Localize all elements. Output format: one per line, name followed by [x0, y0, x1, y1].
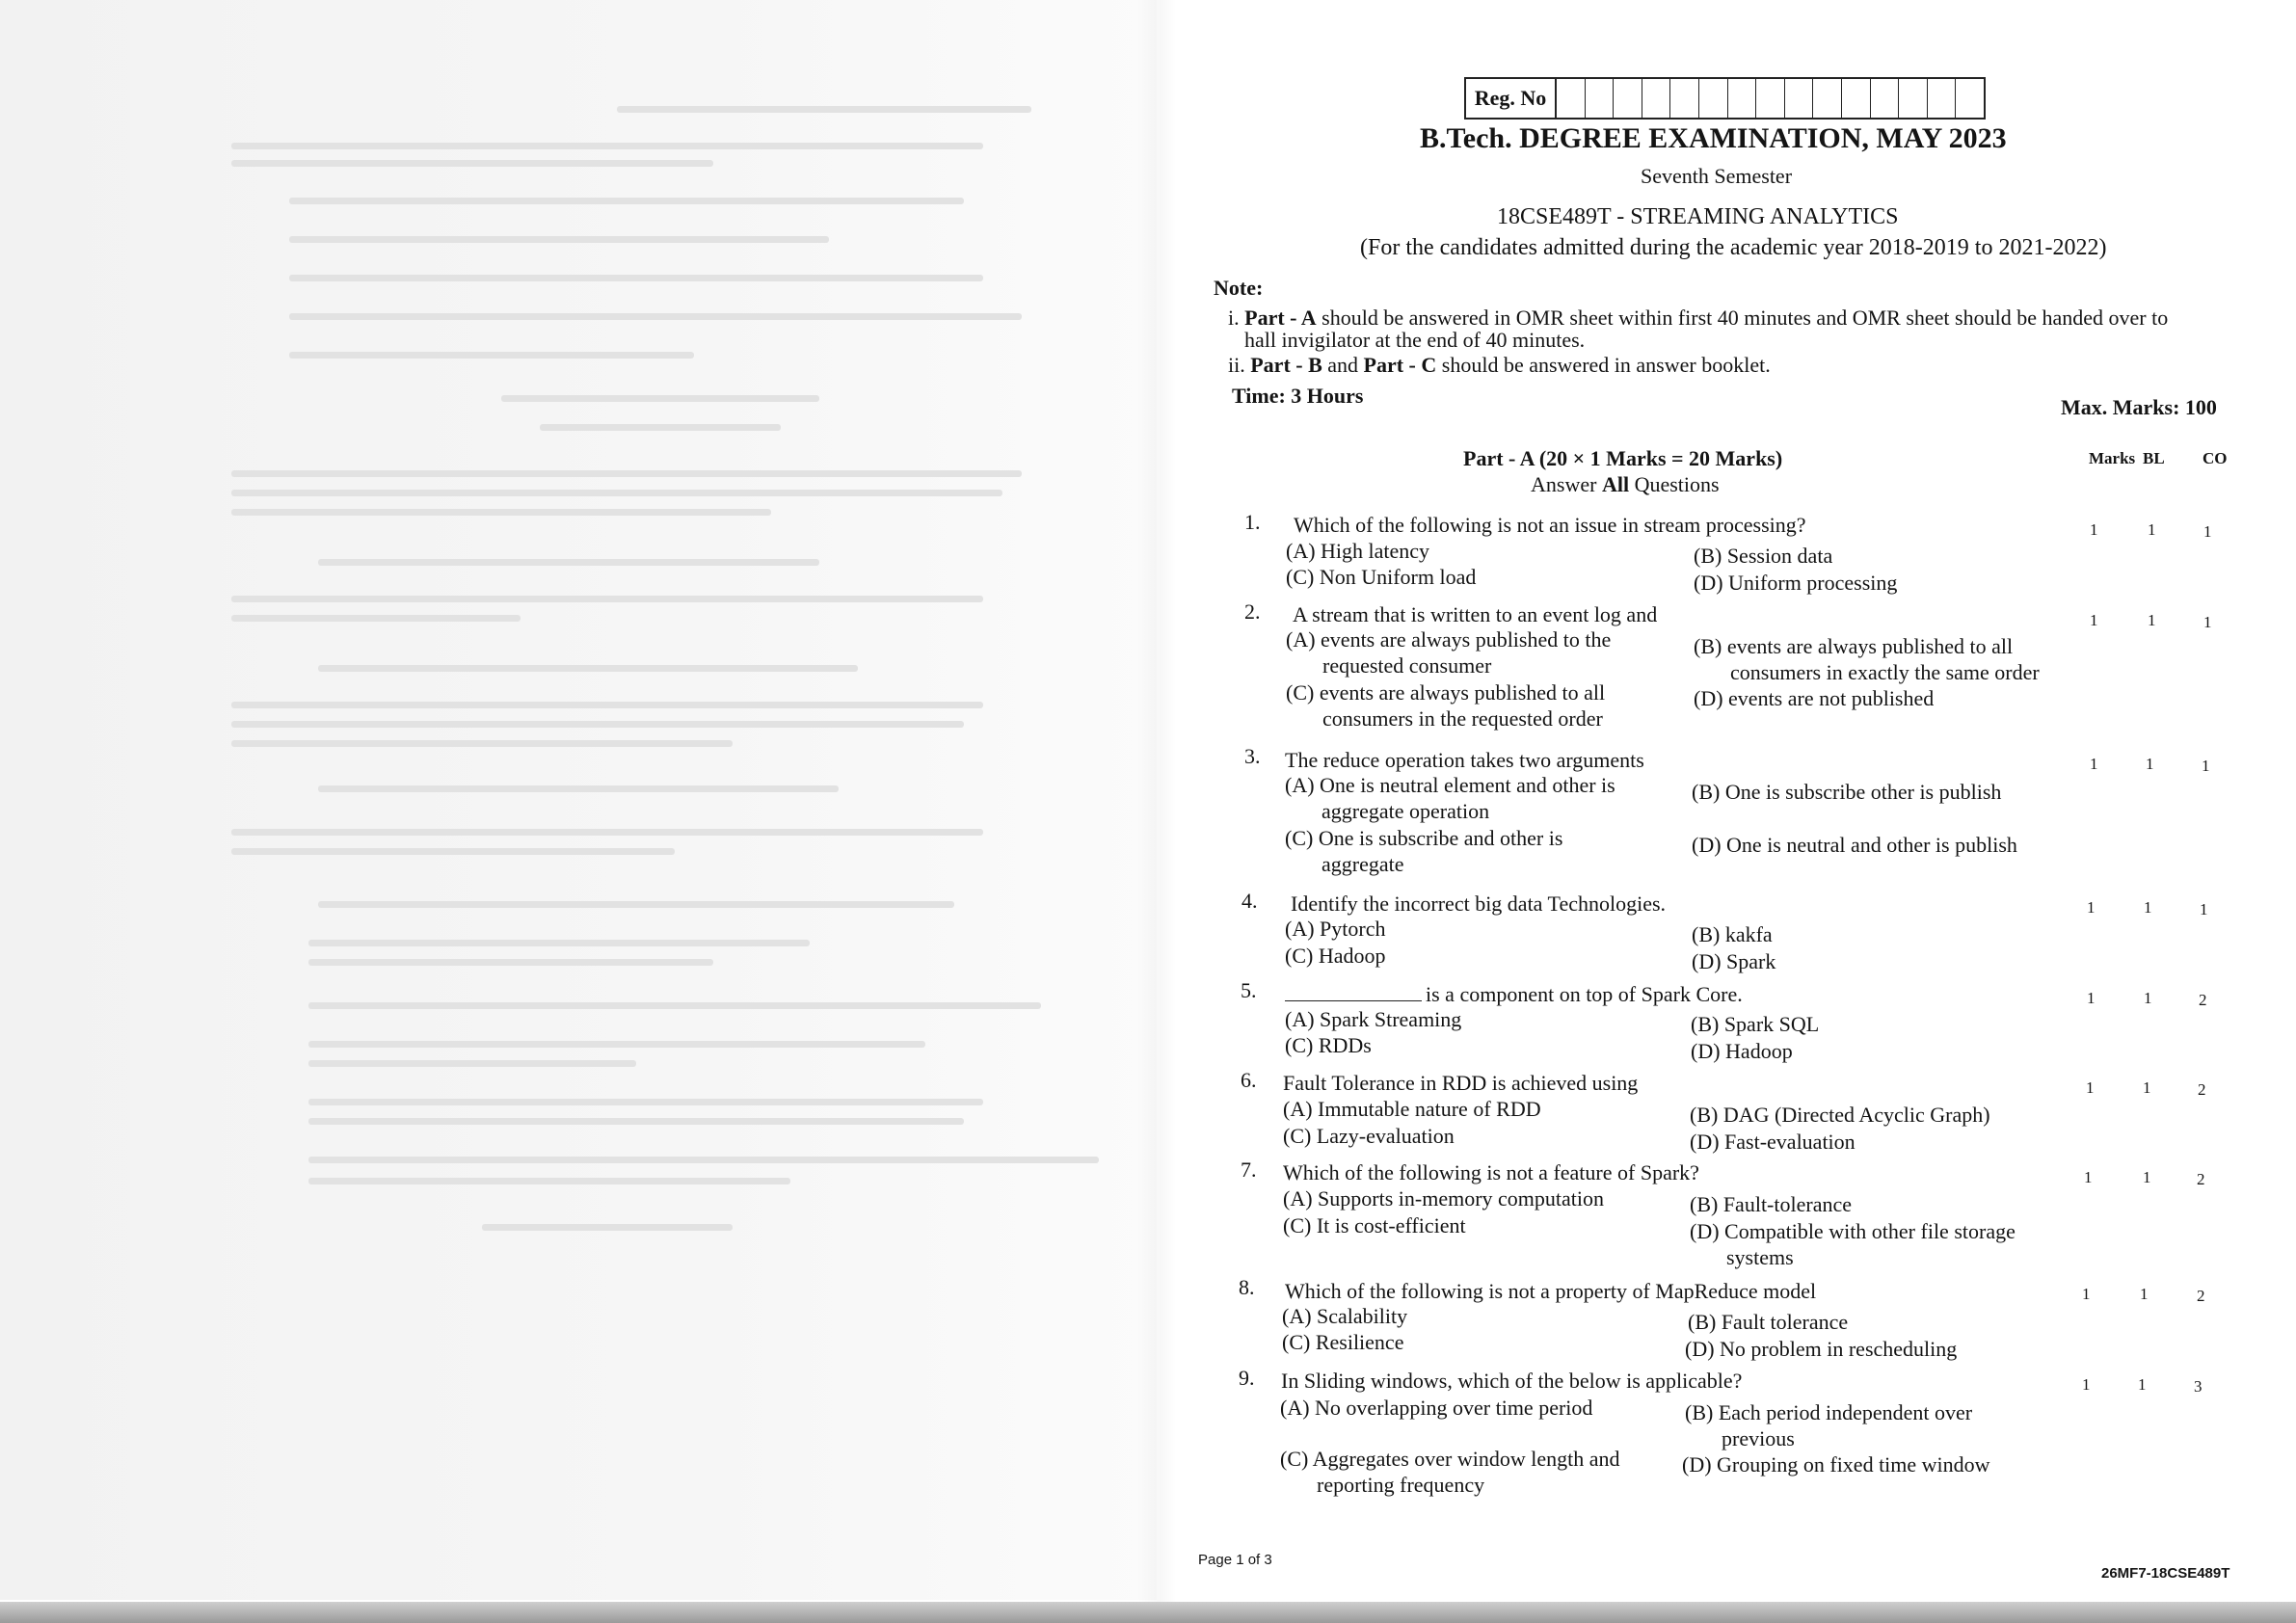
co-value: 1 [2203, 522, 2212, 541]
marks-value: 1 [2090, 611, 2098, 629]
note-item-1-cont: hall invigilator at the end of 40 minutes. [1244, 328, 1586, 352]
reg-no-cell[interactable] [1586, 79, 1615, 118]
reg-no-cell[interactable] [1956, 79, 1984, 118]
option-d: (D) events are not published [1694, 686, 1935, 710]
option-a: (A) Supports in-memory computation [1283, 1186, 1605, 1211]
bl-value: 1 [2138, 1375, 2147, 1394]
question-number: 4. [1241, 889, 1258, 913]
reg-no-cell[interactable] [1756, 79, 1785, 118]
option-d: (D) One is neutral and other is publish [1692, 833, 2017, 857]
reg-no-cell[interactable] [1699, 79, 1728, 118]
co-value: 1 [2200, 900, 2208, 918]
question-text: A stream that is written to an event log and [1293, 602, 1658, 626]
reg-no-cell[interactable] [1614, 79, 1642, 118]
option-c: (C) Aggregates over window length and reporting frequency [1280, 1447, 1620, 1497]
option-a: (A) events are always published to the requested consumer [1286, 627, 1612, 678]
reg-no-cell[interactable] [1557, 79, 1586, 118]
option-a: (A) Spark Streaming [1285, 1007, 1462, 1031]
option-b: (B) kakfa [1692, 922, 1773, 946]
option-c: (C) It is cost-efficient [1283, 1213, 1466, 1237]
fill-in-blank [1285, 981, 1422, 1001]
question-text: The reduce operation takes two arguments [1285, 748, 1644, 772]
col-header-co: CO [2203, 449, 2228, 467]
option-d: (D) No problem in rescheduling [1685, 1337, 1958, 1361]
option-a: (A) High latency [1286, 539, 1430, 563]
col-header-bl: BL [2143, 449, 2165, 467]
bl-value: 1 [2148, 520, 2156, 539]
option-d: (D) Spark [1692, 949, 1776, 973]
scan-edge [0, 1602, 2296, 1623]
facing-page-bleed [0, 0, 1157, 1600]
option-a: (A) Immutable nature of RDD [1283, 1097, 1541, 1121]
option-a: (A) No overlapping over time period [1280, 1396, 1593, 1420]
col-header-marks: Marks [2089, 449, 2136, 467]
option-c: (C) events are always published to all consumers in the requested order [1286, 680, 1606, 731]
co-value: 1 [2203, 613, 2212, 631]
exam-title: B.Tech. DEGREE EXAMINATION, MAY 2023 [1420, 122, 2007, 154]
option-b: (B) Session data [1694, 544, 1833, 568]
reg-no-label: Reg. No [1466, 79, 1557, 118]
reg-no-cell[interactable] [1899, 79, 1928, 118]
co-value: 1 [2202, 757, 2210, 775]
question-number: 3. [1244, 744, 1261, 768]
marks-value: 1 [2086, 1078, 2095, 1097]
co-value: 3 [2194, 1377, 2203, 1396]
option-a: (A) Pytorch [1285, 917, 1386, 941]
option-d: (D) Fast-evaluation [1690, 1130, 1855, 1154]
marks-value: 1 [2087, 989, 2096, 1007]
question-number: 6. [1241, 1068, 1257, 1092]
note-label: Note: [1214, 276, 1264, 300]
option-c: (C) Lazy-evaluation [1283, 1124, 1455, 1148]
note-item-1: i. Part - A should be answered in OMR sheet within first 40 minutes and OMR sheet should be handed over to [1228, 306, 2169, 330]
bl-value: 1 [2144, 989, 2152, 1007]
option-d: (D) Grouping on fixed time window [1682, 1452, 1990, 1477]
paper-code: 26MF7-18CSE489T [2101, 1565, 2230, 1582]
option-c: (C) Resilience [1282, 1330, 1404, 1354]
marks-value: 1 [2090, 755, 2098, 773]
reg-no-cell[interactable] [1813, 79, 1842, 118]
bl-value: 1 [2143, 1168, 2151, 1186]
course-title: 18CSE489T - STREAMING ANALYTICS [1497, 204, 1899, 229]
question-text: Which of the following is not a feature of Spark? [1283, 1160, 1699, 1184]
option-b: (B) Each period independent over previous [1685, 1400, 1973, 1450]
reg-no-cell[interactable] [1785, 79, 1814, 118]
time-label: Time: 3 Hours [1232, 384, 1364, 408]
marks-value: 1 [2082, 1375, 2091, 1394]
marks-value: 1 [2082, 1285, 2091, 1303]
marks-value: 1 [2084, 1168, 2093, 1186]
reg-no-box [1464, 77, 1986, 120]
part-a-subtitle: Answer All Questions [1531, 472, 1720, 496]
option-b: (B) Fault-tolerance [1690, 1192, 1852, 1216]
option-c: (C) One is subscribe and other is aggregate [1285, 826, 1563, 876]
question-text: Which of the following is not an issue in stream processing? [1294, 513, 1806, 537]
option-d: (D) Compatible with other file storage systems [1690, 1219, 2016, 1269]
semester: Seventh Semester [1641, 164, 1793, 188]
option-d: (D) Uniform processing [1694, 571, 1898, 595]
option-b: (B) Spark SQL [1691, 1012, 1820, 1036]
option-d: (D) Hadoop [1691, 1039, 1793, 1063]
option-c: (C) Non Uniform load [1286, 565, 1477, 589]
question-number: 8. [1239, 1275, 1255, 1299]
question-number: 1. [1244, 510, 1261, 534]
question-number: 2. [1244, 599, 1261, 624]
option-b: (B) Fault tolerance [1688, 1310, 1849, 1334]
reg-no-cell[interactable] [1728, 79, 1757, 118]
reg-no-cell[interactable] [1642, 79, 1671, 118]
question-number: 9. [1239, 1366, 1255, 1390]
question-number: 7. [1241, 1157, 1257, 1182]
question-text: Identify the incorrect big data Technologies. [1291, 891, 1667, 916]
option-b: (B) One is subscribe other is publish [1692, 780, 2002, 804]
option-c: (C) Hadoop [1285, 944, 1386, 968]
part-a-title: Part - A (20 × 1 Marks = 20 Marks) [1463, 446, 1783, 470]
marks-value: 1 [2090, 520, 2098, 539]
max-marks: Max. Marks: 100 [2061, 395, 2217, 419]
bl-value: 1 [2144, 898, 2152, 917]
co-value: 2 [2197, 1170, 2205, 1188]
option-b: (B) events are always published to all consumers in exactly the same order [1694, 634, 2040, 684]
bl-value: 1 [2146, 755, 2154, 773]
co-value: 2 [2198, 1080, 2206, 1099]
reg-no-cell[interactable] [1928, 79, 1957, 118]
admitted-line: (For the candidates admitted during the academic year 2018-2019 to 2021-2022) [1360, 235, 2107, 260]
bl-value: 1 [2143, 1078, 2151, 1097]
option-a: (A) One is neutral element and other is aggregate operation [1285, 773, 1615, 823]
question-number: 5. [1241, 978, 1257, 1002]
question-text: is a component on top of Spark Core. [1285, 981, 1743, 1007]
note-item-2: ii. Part - B and Part - C should be answered in answer booklet. [1228, 353, 1771, 377]
co-value: 2 [2197, 1287, 2205, 1305]
co-value: 2 [2199, 991, 2207, 1009]
reg-no-cell[interactable] [1670, 79, 1699, 118]
page-fold [1137, 0, 1176, 1602]
option-b: (B) DAG (Directed Acyclic Graph) [1690, 1103, 1990, 1127]
reg-no-cell[interactable] [1871, 79, 1900, 118]
marks-value: 1 [2087, 898, 2096, 917]
bl-value: 1 [2148, 611, 2156, 629]
question-text: In Sliding windows, which of the below is applicable? [1281, 1369, 1743, 1393]
option-a: (A) Scalability [1282, 1304, 1408, 1328]
bl-value: 1 [2140, 1285, 2149, 1303]
question-text: Which of the following is not a property of MapReduce model [1285, 1279, 1817, 1303]
exam-page [1195, 0, 2296, 1602]
page-number: Page 1 of 3 [1198, 1552, 1272, 1568]
option-c: (C) RDDs [1285, 1033, 1372, 1057]
question-text: Fault Tolerance in RDD is achieved using [1283, 1071, 1639, 1095]
reg-no-cell[interactable] [1842, 79, 1871, 118]
